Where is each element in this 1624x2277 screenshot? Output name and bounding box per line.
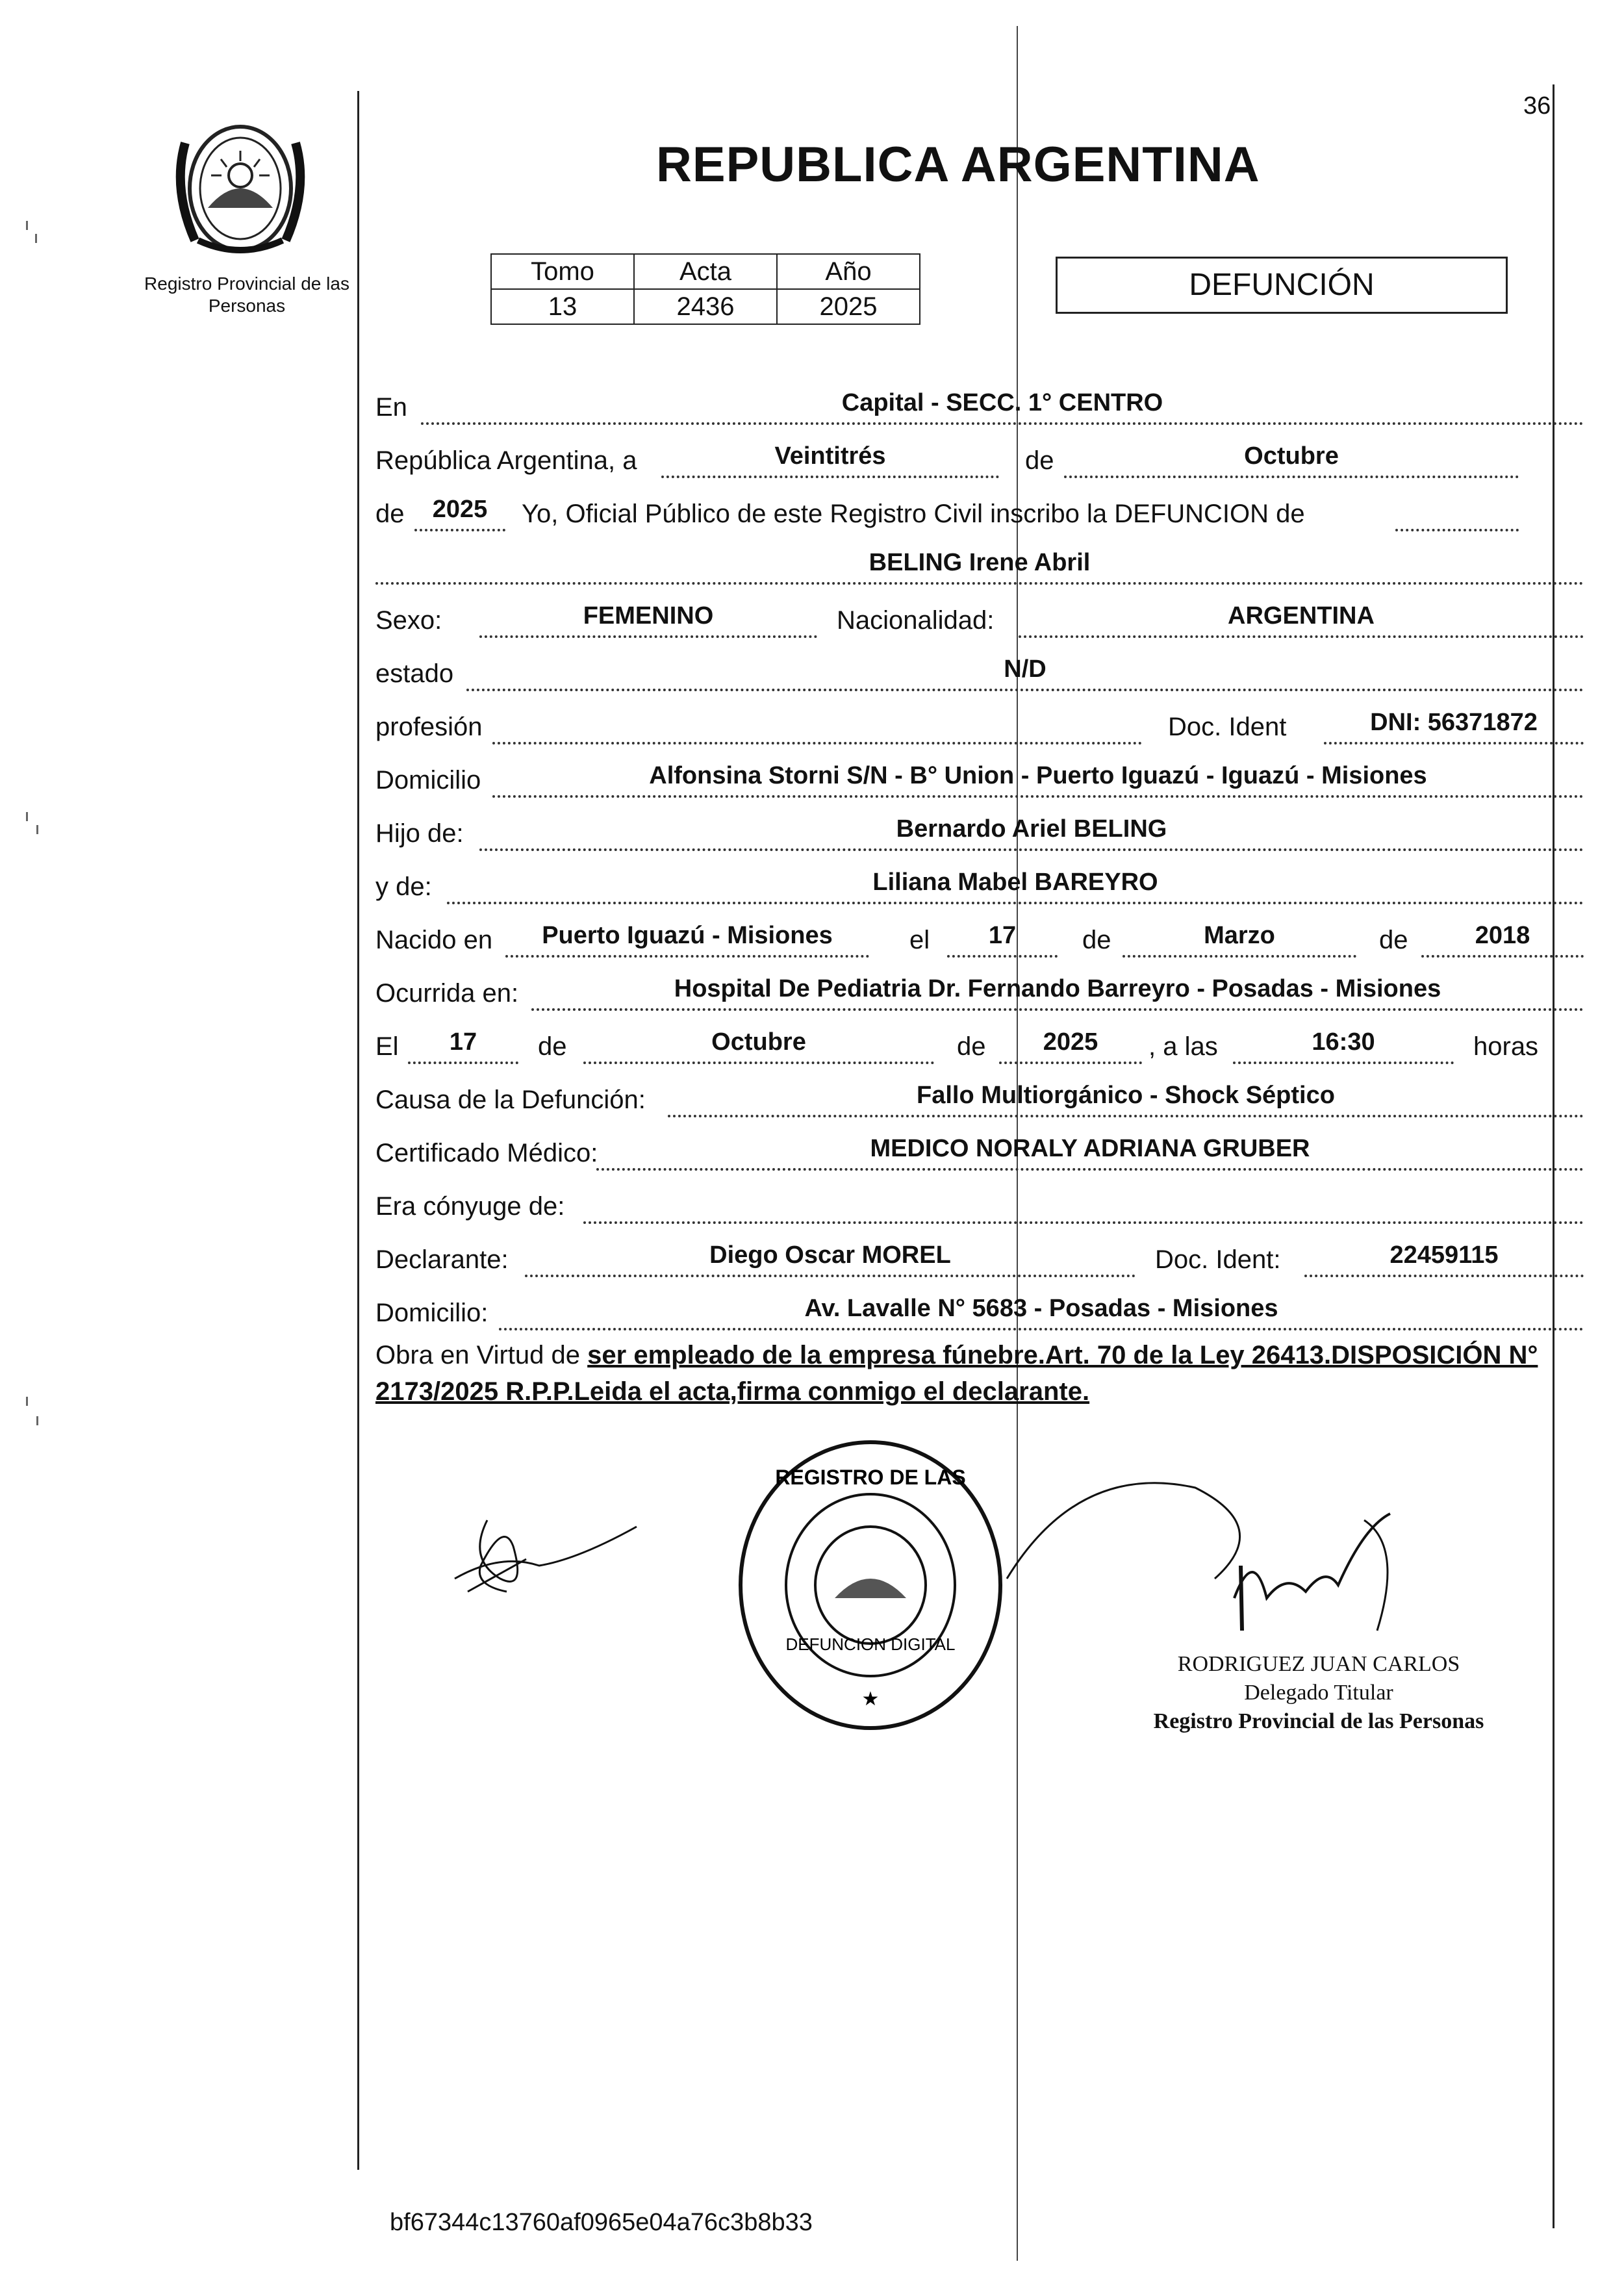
obra-label: Obra en Virtud de <box>375 1341 581 1369</box>
conyuge-field <box>583 1182 1584 1224</box>
en-label: En <box>375 393 407 422</box>
row-place <box>375 377 1545 429</box>
mother-field: Liliana Mabel BAREYRO <box>447 863 1584 904</box>
declarante-label: Declarante: <box>375 1245 509 1274</box>
death-de-label: de <box>538 1032 567 1061</box>
anio-header: Año <box>777 254 920 289</box>
record-type-box: DEFUNCIÓN <box>1056 257 1508 314</box>
registry-stamp <box>721 1436 1020 1735</box>
row-mother <box>375 856 1545 908</box>
document-hash: bf67344c13760af0965e04a76c3b8b33 <box>390 2209 813 2236</box>
row-date <box>375 430 1545 482</box>
horas-label: horas <box>1473 1032 1539 1061</box>
de-label: de <box>1025 446 1054 475</box>
conyuge-label: Era cónyuge de: <box>375 1192 565 1221</box>
inscribo-text: Yo, Oficial Público de este Registro Civil inscribo la DEFUNCION de <box>522 500 1305 528</box>
domicilio2-label: Domicilio: <box>375 1299 488 1327</box>
row-death-date <box>375 1016 1545 1068</box>
nacido-label: Nacido en <box>375 926 493 954</box>
declarant-signature <box>442 1481 650 1611</box>
signatory-office: Registro Provincial de las Personas <box>1153 1709 1484 1733</box>
death-time-field: 16:30 <box>1233 1023 1454 1064</box>
anio-value: 2025 <box>777 289 920 324</box>
sexo-label: Sexo: <box>375 606 442 635</box>
signatory-name: RODRIGUEZ JUAN CARLOS <box>1177 1652 1460 1676</box>
row-deceased-name <box>375 537 1545 589</box>
father-field: Bernardo Ariel BELING <box>479 809 1584 851</box>
doc-label: Doc. Ident <box>1168 713 1287 741</box>
domicilio-field: Alfonsina Storni S/N - B° Union - Puerto Iguazú - Iguazú - Misiones <box>492 756 1584 798</box>
tomo-value: 13 <box>491 289 634 324</box>
acta-value: 2436 <box>634 289 777 324</box>
tomo-header: Tomo <box>491 254 634 289</box>
certificado-label: Certificado Médico: <box>375 1139 598 1167</box>
year-field: 2025 <box>414 490 505 531</box>
page-title: REPUBLICA ARGENTINA <box>656 137 1260 192</box>
row-father <box>375 803 1545 855</box>
doc-field: DNI: 56371872 <box>1324 703 1584 744</box>
doc2-field: 22459115 <box>1304 1236 1584 1277</box>
alas-label: , a las <box>1148 1032 1218 1061</box>
declarante-field: Diego Oscar MOREL <box>525 1236 1136 1277</box>
hijo-label: Hijo de: <box>375 819 464 848</box>
left-frame-line <box>357 91 359 2170</box>
domicilio2-field: Av. Lavalle N° 5683 - Posadas - Misiones <box>499 1289 1584 1330</box>
row-conyuge <box>375 1176 1545 1228</box>
row-causa <box>375 1069 1545 1121</box>
signatory-block <box>1137 1650 1501 1736</box>
registry-name: Registro Provincial de las Personas <box>144 273 349 316</box>
province-seal-logo <box>130 104 351 270</box>
acta-header: Acta <box>634 254 777 289</box>
place-field: Capital - SECC. 1° CENTRO <box>421 383 1584 425</box>
birth-month-field: Marzo <box>1123 916 1356 958</box>
death-day-field: 17 <box>408 1023 518 1064</box>
republic-label: República Argentina, a <box>375 446 637 475</box>
seal-emblem-icon <box>159 104 322 266</box>
signatory-role: Delegado Titular <box>1244 1681 1393 1705</box>
birth-year-field: 2018 <box>1421 916 1584 958</box>
nacionalidad-label: Nacionalidad: <box>837 606 995 635</box>
nacionalidad-field: ARGENTINA <box>1019 596 1584 638</box>
El-label: El <box>375 1032 399 1061</box>
month-field: Octubre <box>1064 437 1519 478</box>
row-declarante <box>375 1229 1545 1281</box>
row-domicilio2 <box>375 1282 1545 1334</box>
profesion-label: profesión <box>375 713 483 741</box>
deceased-name-field: BELING Irene Abril <box>375 543 1584 585</box>
row-domicilio <box>375 750 1545 802</box>
svg-text:★: ★ <box>861 1688 880 1710</box>
el-label: el <box>909 926 930 954</box>
death-de2-label: de <box>957 1032 986 1061</box>
birth-place-field: Puerto Iguazú - Misiones <box>505 916 869 958</box>
row-death-place <box>375 963 1545 1015</box>
birth-de-label: de <box>1082 926 1111 954</box>
stamp-bottom-text: DEFUNCION DIGITAL <box>785 1635 956 1654</box>
death-place-field: Hospital De Pediatria Dr. Fernando Barreyro - Posadas - Misiones <box>531 969 1584 1011</box>
row-sexo <box>375 590 1545 642</box>
row-certificado <box>375 1123 1545 1175</box>
doc2-label: Doc. Ident: <box>1155 1245 1281 1274</box>
death-month-field: Octubre <box>583 1023 934 1064</box>
page-number: 36 <box>1523 92 1551 120</box>
stamp-outer-text: REGISTRO DE LAS <box>775 1466 966 1489</box>
row-profesion <box>375 696 1545 748</box>
row-birth <box>375 910 1545 961</box>
inscribo-blank <box>1395 490 1519 531</box>
yde-label: y de: <box>375 872 432 901</box>
obra-text: ser empleado de la empresa fúnebre.Art. 70 de la Ley 26413.DISPOSICIÓN N° 2173/2025 R.P.P.Leida el acta,firma conmigo el declarante. <box>375 1341 1538 1406</box>
de-year-label: de <box>375 500 405 528</box>
estado-field: N/D <box>466 650 1584 691</box>
row-estado <box>375 643 1545 695</box>
birth-de2-label: de <box>1379 926 1408 954</box>
certificado-field: MEDICO NORALY ADRIANA GRUBER <box>596 1129 1584 1171</box>
reference-table <box>490 253 920 325</box>
causa-label: Causa de la Defunción: <box>375 1086 646 1114</box>
causa-field: Fallo Multiorgánico - Shock Séptico <box>668 1076 1584 1117</box>
ocurrida-label: Ocurrida en: <box>375 979 519 1008</box>
registrar-signature <box>1000 1449 1468 1663</box>
birth-day-field: 17 <box>947 916 1058 958</box>
death-year-field: 2025 <box>999 1023 1142 1064</box>
estado-label: estado <box>375 659 454 688</box>
domicilio-label: Domicilio <box>375 766 481 795</box>
obra-paragraph <box>375 1337 1545 1410</box>
sexo-field: FEMENINO <box>479 596 817 638</box>
day-words-field: Veintitrés <box>661 437 999 478</box>
row-inscribo <box>375 483 1545 535</box>
profesion-field <box>492 703 1142 744</box>
